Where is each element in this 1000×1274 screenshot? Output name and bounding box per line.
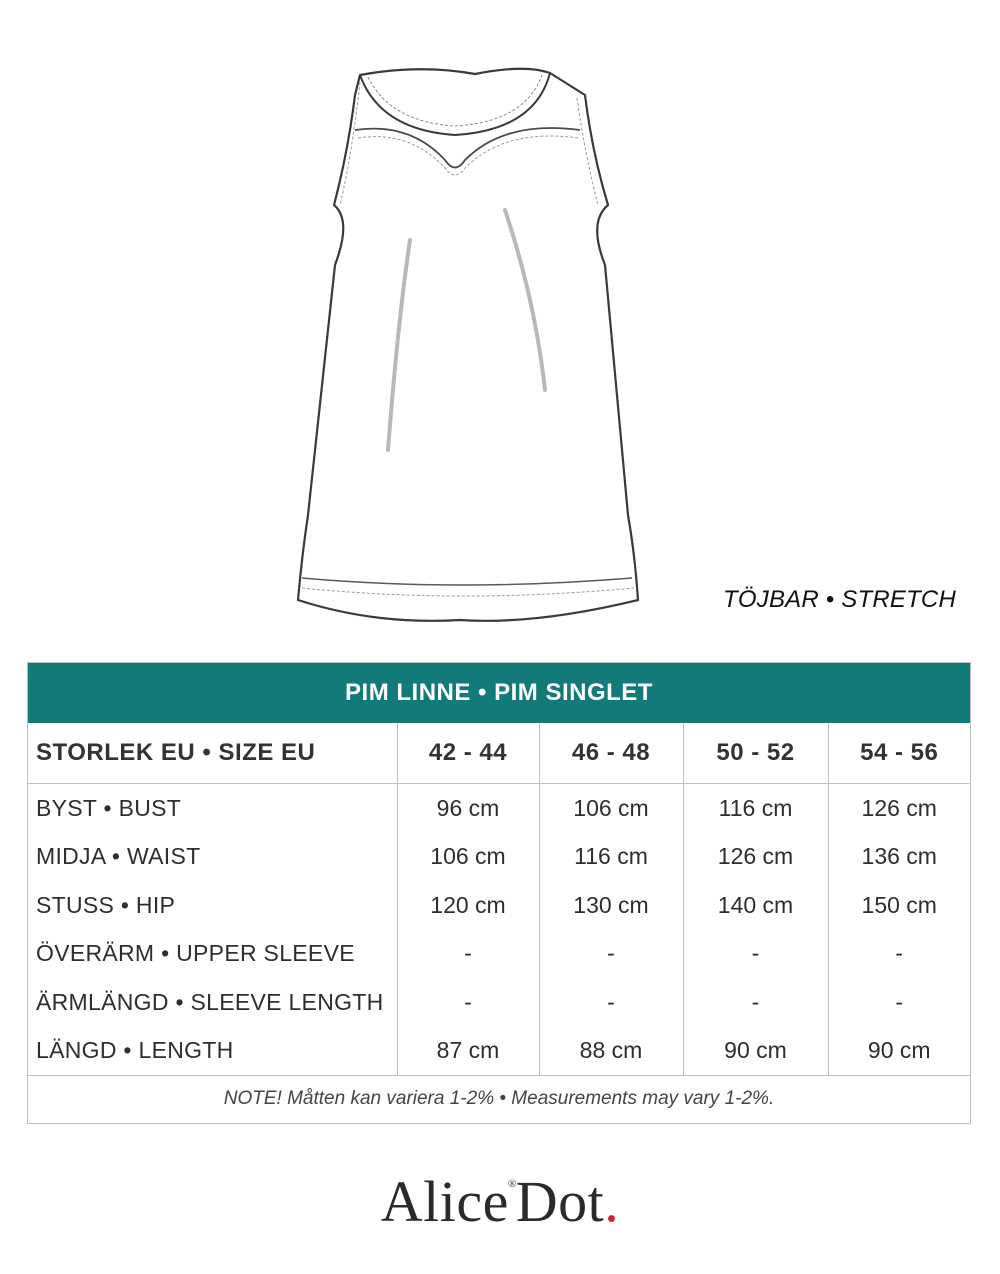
size-table [28, 723, 970, 1076]
size-header-cell: 46 - 48 [539, 723, 683, 784]
size-header-cell: 42 - 44 [397, 723, 539, 784]
measurement-cell: - [539, 978, 683, 1027]
measurement-cell: 140 cm [683, 881, 828, 930]
row-label: ÄRMLÄNGD • SLEEVE LENGTH [36, 988, 384, 1015]
logo-red-period: . [604, 1169, 620, 1234]
measurement-row-waist [28, 833, 970, 882]
measurement-cell: 96 cm [397, 784, 539, 833]
logo-text-dot: Dot [515, 1169, 605, 1234]
measurement-row-upper-sleeve [28, 930, 970, 979]
measurement-cell: 130 cm [539, 881, 683, 930]
measurement-cell: 90 cm [683, 1027, 828, 1076]
measurement-cell: 90 cm [828, 1027, 970, 1076]
garment-outline [298, 69, 638, 621]
measurement-note: NOTE! Måtten kan variera 1-2% • Measurements may vary 1-2%. [223, 1088, 775, 1109]
measurement-cell: 120 cm [397, 881, 539, 930]
measurement-cell: - [828, 930, 970, 979]
measurement-row-bust [28, 784, 970, 833]
row-label: ÖVERÄRM • UPPER SLEEVE [36, 940, 355, 967]
measurement-row-sleeve-length [28, 978, 970, 1027]
row-label: MIDJA • WAIST [36, 843, 201, 870]
size-chart [27, 662, 971, 1124]
stretch-label: TÖJBAR • STRETCH [723, 586, 956, 613]
size-chart-title: PIM LINNE • PIM SINGLET [28, 663, 970, 723]
measurement-cell: 106 cm [539, 784, 683, 833]
measurement-cell: 150 cm [828, 881, 970, 930]
alicedot-logo [0, 1168, 1000, 1235]
measurement-cell: 88 cm [539, 1027, 683, 1076]
measurement-cell: - [683, 978, 828, 1027]
row-label: BYST • BUST [36, 794, 182, 821]
measurement-cell: 126 cm [683, 833, 828, 882]
size-header-cell: 50 - 52 [683, 723, 828, 784]
measurement-row-hip [28, 881, 970, 930]
measurement-cell: 87 cm [397, 1027, 539, 1076]
measurement-cell: 126 cm [828, 784, 970, 833]
singlet-sketch [280, 60, 640, 640]
size-header-cell: 54 - 56 [828, 723, 970, 784]
measurement-row-length [28, 1027, 970, 1076]
measurement-cell: - [397, 930, 539, 979]
measurement-cell: 106 cm [397, 833, 539, 882]
row-label: STUSS • HIP [36, 891, 176, 918]
measurement-cell: - [828, 978, 970, 1027]
logo-text-alice: Alice [380, 1169, 509, 1234]
measurement-cell: - [397, 978, 539, 1027]
size-header-row [28, 723, 970, 784]
logo-registered-mark: ® [507, 1178, 517, 1190]
row-label: LÄNGD • LENGTH [28, 1027, 397, 1076]
size-header-label: STORLEK EU • SIZE EU [28, 723, 397, 784]
measurement-cell: - [539, 930, 683, 979]
measurement-cell: 116 cm [539, 833, 683, 882]
measurement-cell: 116 cm [683, 784, 828, 833]
measurement-cell: 136 cm [828, 833, 970, 882]
measurement-cell: - [683, 930, 828, 979]
